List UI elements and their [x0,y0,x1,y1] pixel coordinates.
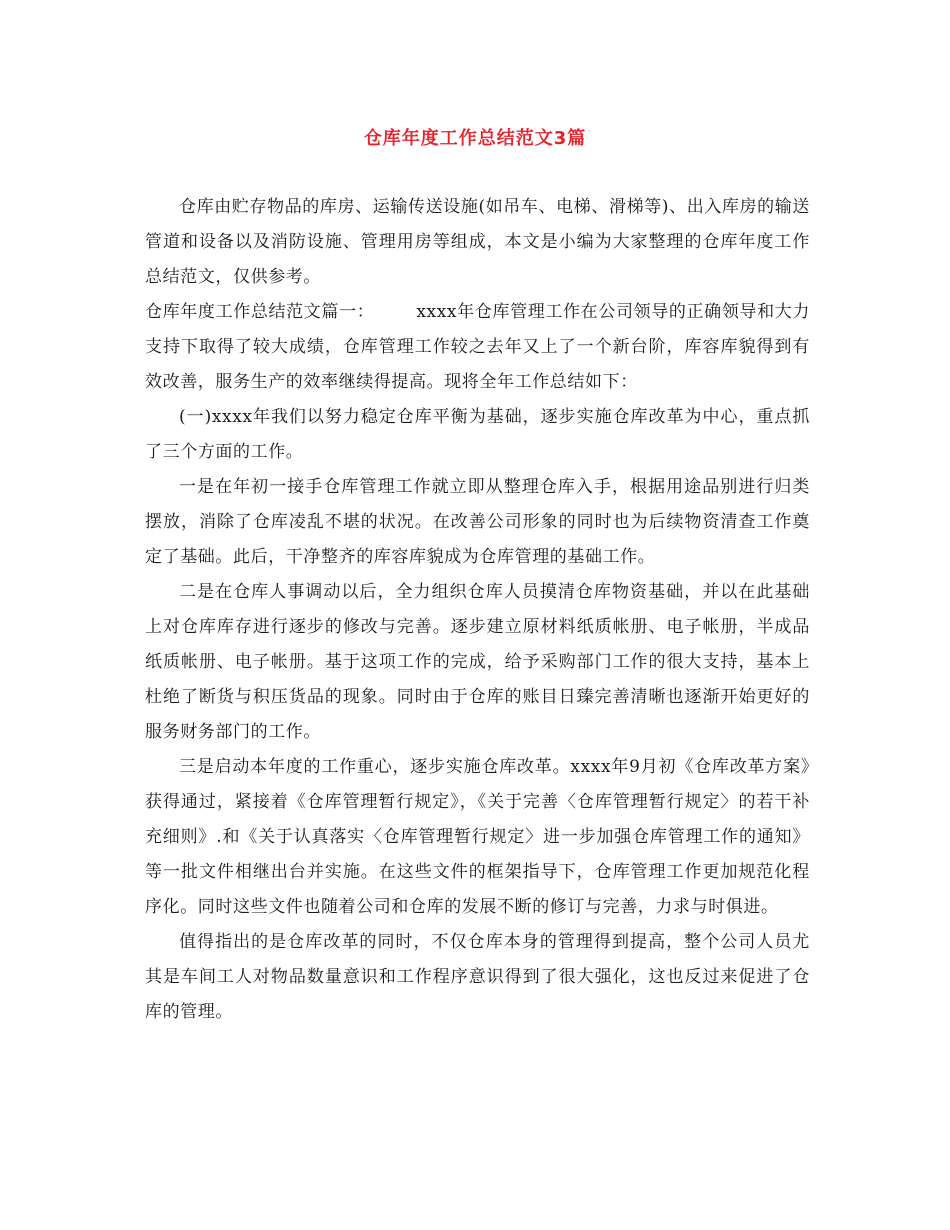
item3-paragraph: 三是启动本年度的工作重心，逐步实施仓库改革。xxxx年9月初《仓库改革方案》获得通过，紧接着《仓库管理暂行规定》，《关于完善〈仓库管理暂行规定〉的若干补充细则》.和《关于认真落实〈仓库管理暂行规定〉进一步加强仓库管理工作的通知》等一批文件相继出台并实施。在这些文件的框架指导下，仓库管理工作更加规范化程序化。同时这些文件也随着公司和仓库的发展不断的修订与完善，力求与时俱进。 [145,757,810,917]
intro-paragraph: 仓库由贮存物品的库房、运输传送设施(如吊车、电梯、滑梯等)、出入库房的输送管道和设备以及消防设施、管理用房等组成，本文是小编为大家整理的仓库年度工作总结范文，仅供参考。 [145,197,810,287]
section1-paragraph: (一)xxxx年我们以努力稳定仓库平衡为基础，逐步实施仓库改革为中心，重点抓了三个方面的工作。 [145,407,810,462]
document-body [145,190,810,1030]
conclusion-paragraph: 值得指出的是仓库改革的同时，不仅仓库本身的管理得到提高，整个公司人员尤其是车间工人对物品数量意识和工作程序意识得到了很大强化，这也反过来促进了仓库的管理。 [145,932,810,1022]
part1-lead: xxxx年仓库管理工作在公司领导的正确领导和大力支持下取得了较大成绩，仓库管理工作较之去年又上了一个新台阶，库容库貌得到有效改善，服务生产的效率继续得提高。现将全年工作总结如下： [145,302,810,392]
item1-paragraph: 一是在年初一接手仓库管理工作就立即从整理仓库入手，根据用途品别进行归类摆放，消除了仓库凌乱不堪的状况。在改善公司形象的同时也为后续物资清查工作奠定了基础。此后，干净整齐的库容库貌成为仓库管理的基础工作。 [145,477,810,567]
item2-paragraph: 二是在仓库人事调动以后，全力组织仓库人员摸清仓库物资基础，并以在此基础上对仓库库存进行逐步的修改与完善。逐步建立原材料纸质帐册、电子帐册，半成品纸质帐册、电子帐册。基于这项工作的完成，给予采购部门工作的很大支持，基本上杜绝了断货与积压货品的现象。同时由于仓库的账目日臻完善清晰也逐渐开始更好的服务财务部门的工作。 [145,582,810,742]
part1-paragraph [145,295,810,400]
document-title: 仓库年度工作总结范文3篇 [363,128,587,149]
part1-heading: 仓库年度工作总结范文篇一： [145,302,375,322]
